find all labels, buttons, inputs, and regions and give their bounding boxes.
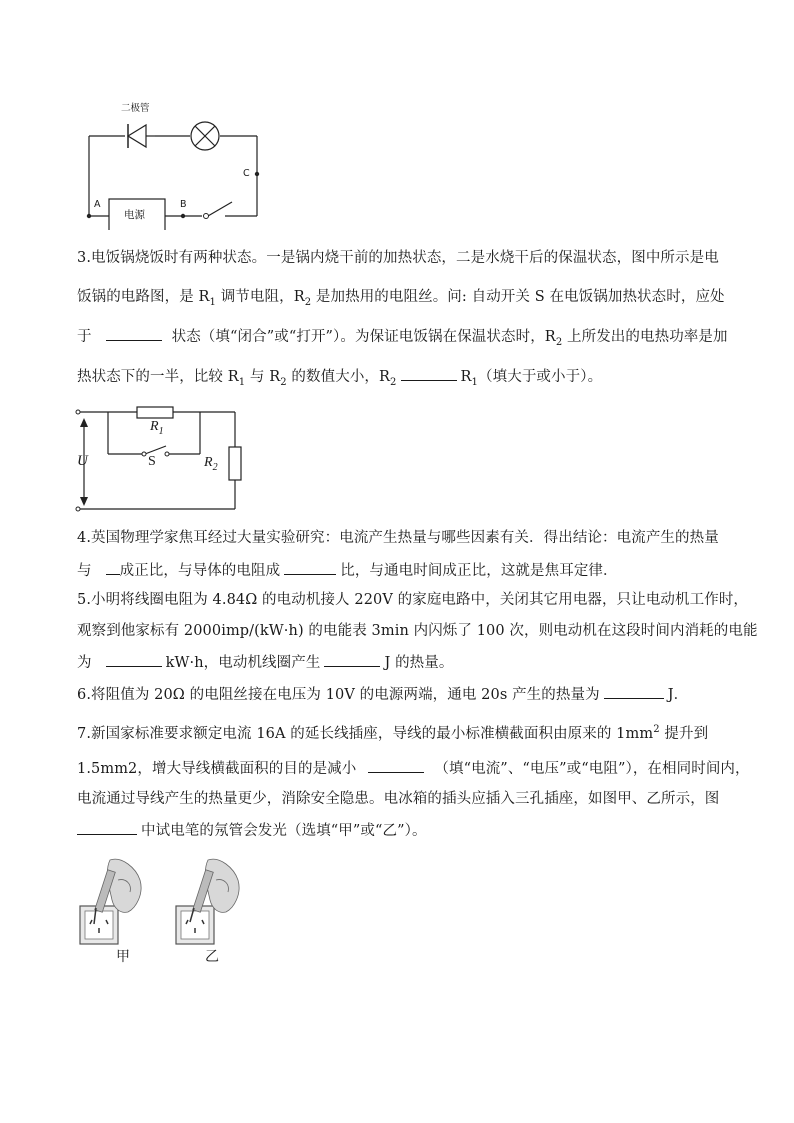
r1-resistor <box>137 407 173 418</box>
r1-label: $R_1$ <box>150 419 164 437</box>
q5-line-1: 5.小明将线圈电阻为 4.84Ω 的电动机接人 220V 的家庭电路中，关闭其它用电器，只让电动机工作时， <box>77 592 749 608</box>
q5-line-3: 为 kW·h，电动机线圈产生 J 的热量。 <box>77 652 453 673</box>
power-source-label: 电源 <box>124 209 145 221</box>
q3-line-3: 于 状态（填“闭合”或“打开”）。为保证电饭锅在保温状态时，$R_2$ 上所发出的电热功率是加 <box>77 326 728 353</box>
q5-answer-blank-1[interactable] <box>106 652 162 667</box>
q3-answer-blank-1[interactable] <box>106 326 162 341</box>
r2-label: $R_2$ <box>204 455 218 473</box>
r2-resistor <box>229 447 241 480</box>
point-a-label: A <box>94 199 101 210</box>
q4-line-1: 4.英国物理学家焦耳经过大量实验研究：电流产生热量与哪些因素有关．得出结论：电流产生的热量 <box>77 530 719 546</box>
q4-answer-blank-1[interactable] <box>106 560 120 575</box>
q7-line-2: 1.5mm2，增大导线横截面积的目的是减小 （填“电流”、“电压”或“电阻”），在相同时间内， <box>77 758 750 779</box>
diode-circuit-figure <box>80 95 270 230</box>
point-c-label: C <box>243 168 250 179</box>
q7-line-3: 电流通过导线产生的热量更少，消除安全隐患。电冰箱的插头应插入三孔插座，如图甲、乙所示，图 <box>77 791 720 807</box>
socket-left <box>80 906 118 944</box>
q3-line-2: 饭锅的电路图，是 $R_1$ 调节电阻，$R_2$ 是加热用的电阻丝。问: 自动开关 S 在电饭锅加热状态时，应处 <box>77 289 725 308</box>
diode-symbol <box>128 124 155 148</box>
test-pen-figure <box>74 850 264 965</box>
socket-right <box>176 906 214 944</box>
test-pen-illustration <box>74 850 264 965</box>
q7-answer-blank-1[interactable] <box>368 758 424 773</box>
lamp-symbol <box>191 122 219 150</box>
q7-answer-blank-2[interactable] <box>77 820 137 835</box>
q4-line-2: 与 成正比，与导体的电阻成 比，与通电时间成正比，这就是焦耳定律． <box>77 560 618 581</box>
q3-answer-blank-2[interactable] <box>401 366 457 381</box>
diode-label: 二极管 <box>121 103 150 114</box>
rice-cooker-circuit-figure <box>70 402 250 517</box>
q5-line-2: 观察到他家标有 2000imp/(kW·h) 的电能表 3min 内闪烁了 100 次，则电动机在这段时间内消耗的电能 <box>77 623 758 639</box>
q7-line-1: 7.新国家标准要求额定电流 16A 的延长线插座，导线的最小标准横截面积由原来的 $1mm^2$ 提升到 <box>77 724 709 742</box>
q7-line-4: 中试电笔的氖管会发光（选填“甲”或“乙”）。 <box>77 820 427 841</box>
q3-line-4: 热状态下的一半，比较 $R_1$ 与 $R_2$ 的数值大小，$R_2$ $R_1$（填大于或小于）。 <box>77 366 602 393</box>
q4-answer-blank-2[interactable] <box>284 560 336 575</box>
q6-line-1: 6.将阻值为 20Ω 的电阻丝接在电压为 10V 的电源两端，通电 20s 产生的热量为 J． <box>77 684 688 705</box>
q6-answer-blank[interactable] <box>604 684 664 699</box>
q5-answer-blank-2[interactable] <box>324 652 380 667</box>
diode-circuit-diagram <box>80 95 270 230</box>
voltage-label: U <box>77 453 88 469</box>
switch-label: S <box>148 454 156 469</box>
figure-label-yi: 乙 <box>205 949 219 965</box>
point-b-label: B <box>180 199 187 210</box>
figure-label-jia: 甲 <box>116 949 130 965</box>
q3-line-1: 3.电饭锅烧饭时有两种状态。一是锅内烧干前的加热状态，二是水烧干后的保温状态，图中所示是电 <box>77 250 719 266</box>
